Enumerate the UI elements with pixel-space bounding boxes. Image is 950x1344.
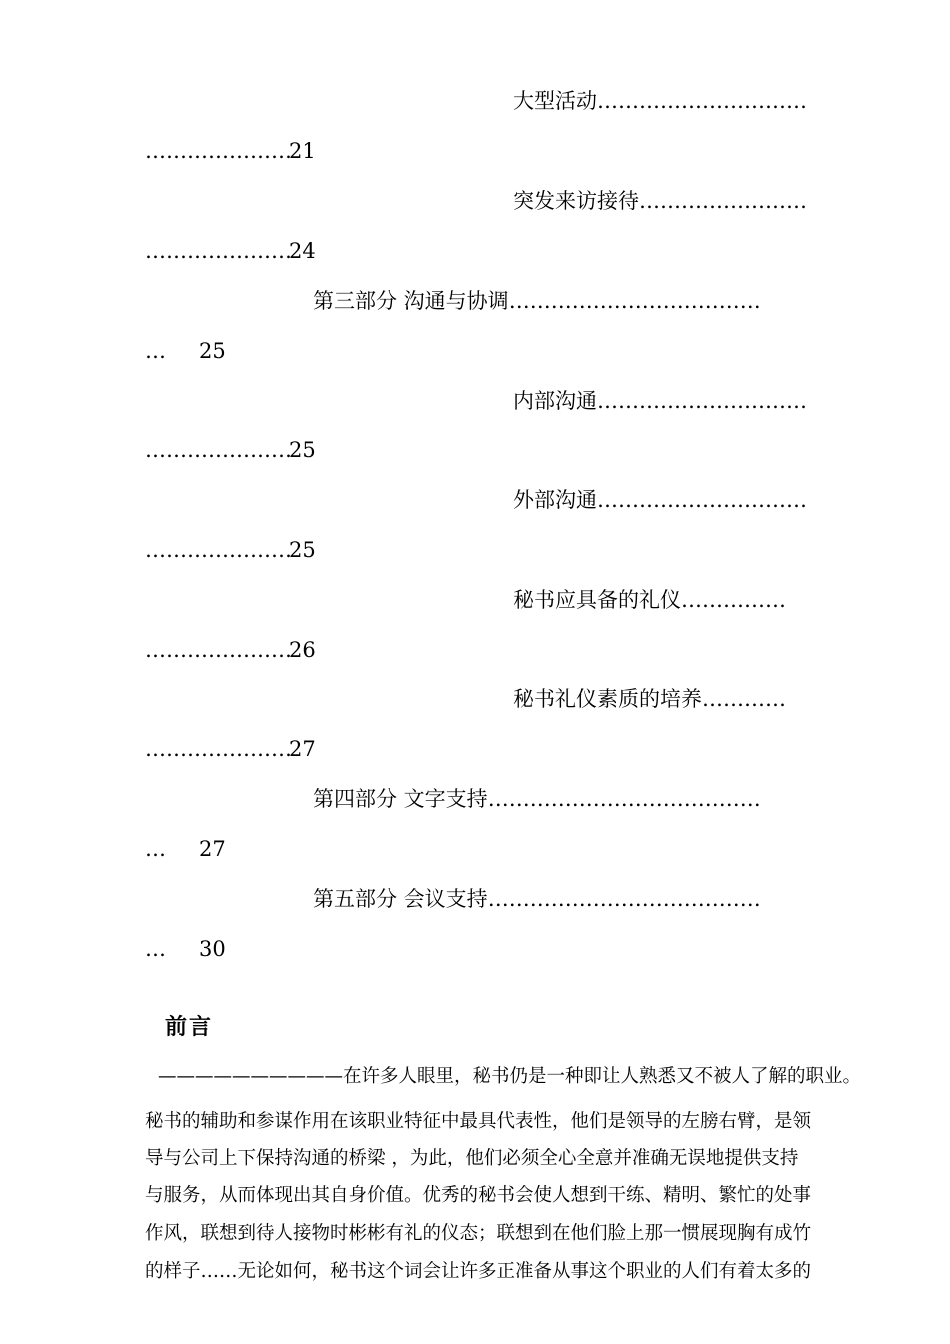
toc-entry-leader: ………………… [145, 239, 292, 263]
toc-entry-leader: ………………… [145, 538, 292, 562]
preface-line: 与服务，从而体现出其自身价值。优秀的秘书会使人想到干练、精明、繁忙的处事 [145, 1185, 812, 1206]
toc-entry-leader: … [145, 339, 166, 363]
toc-section-title: 第三部分 沟通与协调……………………………… [313, 289, 761, 313]
preface-line: 导与公司上下保持沟通的桥梁 ，为此，他们必须全心全意并准确无误地提供支持 [145, 1148, 799, 1169]
toc-entry-page: 30 [199, 937, 226, 961]
toc-entry-page: 25 [289, 538, 316, 562]
toc-entry-leader: … [145, 837, 166, 861]
toc-entry-page: 21 [289, 139, 316, 163]
toc-entry-page: 27 [289, 737, 316, 761]
toc-entry-page: 26 [289, 638, 316, 662]
toc-section-title: 第五部分 会议支持………………………………… [313, 887, 761, 911]
toc-entry-leader: ………………… [145, 737, 292, 761]
toc-entry-page: 27 [199, 837, 226, 861]
toc-entry-title: 突发来访接待…………………… [513, 189, 807, 213]
toc-entry-title: 外部沟通………………………… [513, 488, 807, 512]
toc-entry-page: 25 [199, 339, 226, 363]
toc-entry-leader: … [145, 937, 166, 961]
toc-entry-leader: ………………… [145, 139, 292, 163]
toc-entry-page: 24 [289, 239, 316, 263]
toc-entry-leader: ………………… [145, 438, 292, 462]
toc-entry-page: 25 [289, 438, 316, 462]
toc-entry-title: 内部沟通………………………… [513, 389, 807, 413]
toc-entry-title: 秘书应具备的礼仪…………… [513, 588, 786, 612]
toc-entry-title: 秘书礼仪素质的培养………… [513, 687, 786, 711]
toc-entry-title: 大型活动………………………… [513, 89, 807, 113]
preface-heading: 前言 [165, 1015, 214, 1040]
toc-section-title: 第四部分 文字支持………………………………… [313, 787, 761, 811]
preface-line: 的样子……无论如何，秘书这个词会让许多正准备从事这个职业的人们有着太多的 [145, 1261, 812, 1282]
preface-line: 作风，联想到待人接物时彬彬有礼的仪态；联想到在他们脸上那一惯展现胸有成竹 [145, 1223, 812, 1244]
preface-line: ——————————在许多人眼里，秘书仍是一种即让人熟悉又不被人了解的职业。 [158, 1066, 862, 1087]
preface-line: 秘书的辅助和参谋作用在该职业特征中最具代表性，他们是领导的左膀右臂，是领 [145, 1111, 812, 1132]
toc-entry-leader: ………………… [145, 638, 292, 662]
